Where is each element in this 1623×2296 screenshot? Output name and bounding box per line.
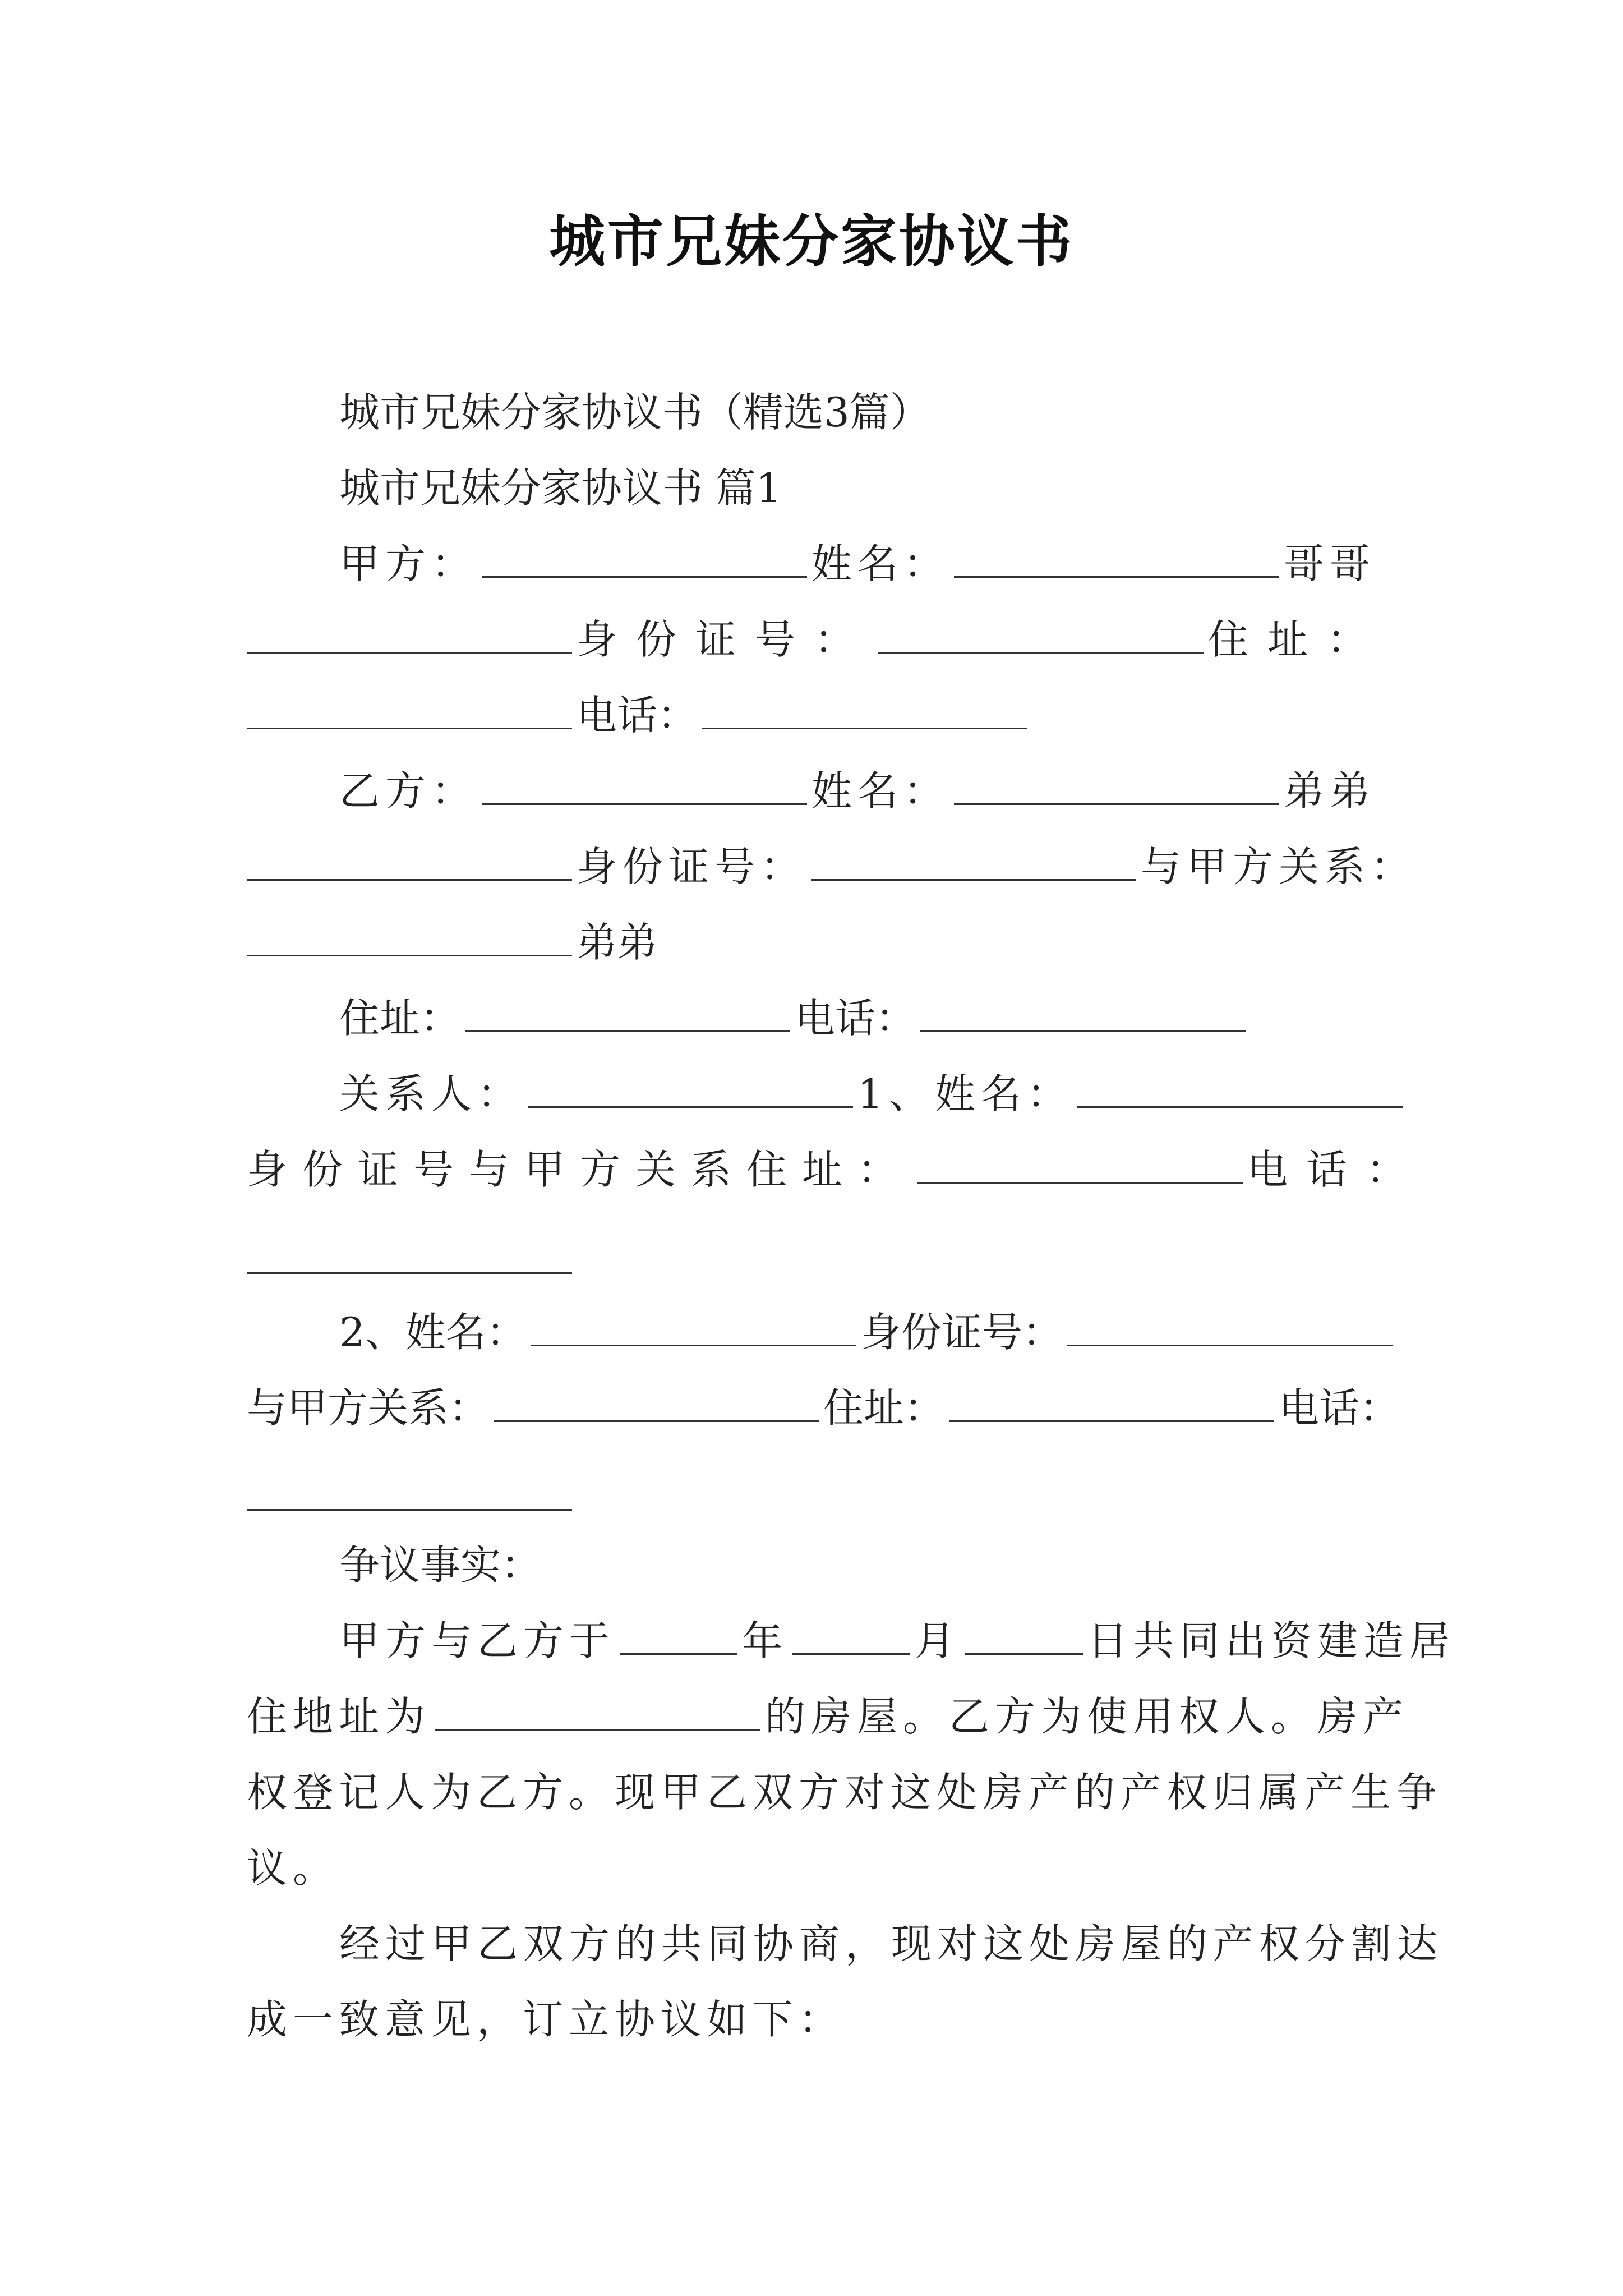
party-b-relation-line (247, 914, 1380, 970)
year-blank[interactable] (620, 1619, 737, 1655)
party-a-address-label: 住址： (1208, 616, 1387, 663)
party-b-id-line (247, 839, 1417, 895)
contacts-line (339, 1066, 1380, 1122)
party-a-label: 甲方： (339, 540, 478, 587)
contact-1-name-blank[interactable] (1077, 1073, 1403, 1108)
dispute-p1-line2-end: 的房屋。乙方为使用权人。房产 (765, 1693, 1409, 1740)
party-a-name-label: 姓名： (811, 540, 950, 587)
document-title: 城市兄妹分家协议书 (549, 208, 1074, 274)
contact-2-id-blank[interactable] (1067, 1311, 1393, 1346)
month-label: 月 (915, 1617, 961, 1664)
contact-1-detail-blank[interactable] (917, 1148, 1243, 1184)
party-a-name-cont-blank[interactable] (247, 618, 572, 654)
party-b-id-label: 身份证号： (577, 843, 807, 890)
contact-2-phone-label: 电话： (1279, 1384, 1400, 1432)
party-a-name-blank[interactable] (954, 542, 1279, 578)
contact-2-phone-blank[interactable] (247, 1509, 572, 1511)
contact-2-name-blank[interactable] (531, 1311, 856, 1346)
contact-2-line (339, 1304, 1380, 1360)
party-b-label: 乙方： (339, 767, 478, 815)
party-b-name-label: 姓名： (811, 767, 950, 815)
dispute-p1-start: 甲方与乙方于 (339, 1617, 616, 1664)
party-b-id-blank[interactable] (811, 845, 1136, 881)
party-b-relation-blank[interactable] (247, 921, 572, 956)
party-b-name-value: 弟弟 (1284, 767, 1376, 815)
subtitle: 城市兄妹分家协议书（精选3篇） (339, 389, 930, 436)
party-b-phone-blank[interactable] (920, 997, 1246, 1032)
party-b-relation-label: 与甲方关系： (1141, 843, 1417, 890)
contact-2-name-label: 2、姓名： (339, 1309, 527, 1356)
party-a-id-label: 身份证号： (577, 616, 874, 663)
party-b-address-label: 住址： (339, 995, 461, 1042)
party-b-blank[interactable] (482, 770, 807, 805)
party-a-blank[interactable] (482, 542, 807, 578)
day-blank[interactable] (965, 1619, 1083, 1655)
party-a-address-blank[interactable] (247, 694, 572, 729)
party-a-name-value: 哥哥 (1284, 540, 1376, 587)
party-a-phone-line (247, 687, 1380, 743)
contact-1-detail-label: 身份证号与甲方关系住址： (247, 1146, 914, 1193)
party-b-name-cont-blank[interactable] (247, 845, 572, 881)
month-blank[interactable] (792, 1619, 910, 1655)
party-a-phone-blank[interactable] (702, 694, 1027, 729)
party-b-address-blank[interactable] (465, 997, 790, 1032)
contact-2-relation-blank[interactable] (494, 1387, 819, 1422)
year-label: 年 (742, 1617, 789, 1664)
dispute-p1-line1 (339, 1613, 1456, 1669)
contacts-label: 关系人： (339, 1070, 524, 1117)
dispute-p1-line2 (247, 1688, 1409, 1745)
party-a-id-blank[interactable] (878, 618, 1204, 654)
contact-1-phone-label: 电话： (1247, 1146, 1426, 1193)
party-a-phone-label: 电话： (577, 692, 698, 739)
contact-2-address-blank[interactable] (949, 1387, 1274, 1422)
contact-2-detail-line (247, 1380, 1400, 1436)
chapter-heading: 城市兄妹分家协议书 篇1 (339, 464, 782, 512)
party-b-name-blank[interactable] (954, 770, 1279, 805)
party-a-line (339, 536, 1380, 592)
dispute-heading: 争议事实： (339, 1542, 542, 1589)
party-a-id-line (247, 611, 1387, 668)
dispute-p1-line4: 议。 (247, 1844, 339, 1892)
contact-2-address-label: 住址： (823, 1384, 945, 1432)
dispute-p1-line2-start: 住地址为 (247, 1693, 431, 1740)
contact-1-name-label: 1、姓名： (857, 1070, 1073, 1117)
contact-2-id-label: 身份证号： (860, 1309, 1063, 1356)
contact-2-relation-label: 与甲方关系： (247, 1384, 490, 1432)
dispute-p2-line2: 成一致意见，订立协议如下： (247, 1996, 845, 2043)
party-b-relation-value: 弟弟 (577, 919, 658, 966)
dispute-p1-line3: 权登记人为乙方。现甲乙双方对这处房产的产权归属产生争 (247, 1769, 1443, 1816)
party-b-phone-label: 电话： (795, 995, 916, 1042)
dispute-p2-line1: 经过甲乙双方的共同协商，现对这处房屋的产权分割达 (339, 1920, 1444, 1967)
dispute-p1-end: 日共同出资建造居 (1087, 1617, 1456, 1664)
party-b-line (339, 763, 1380, 819)
contact-1-detail-line (247, 1142, 1426, 1198)
party-b-address-line (339, 990, 1380, 1046)
contacts-blank[interactable] (528, 1073, 853, 1108)
contact-1-phone-blank[interactable] (247, 1272, 572, 1274)
address-blank[interactable] (435, 1695, 760, 1731)
